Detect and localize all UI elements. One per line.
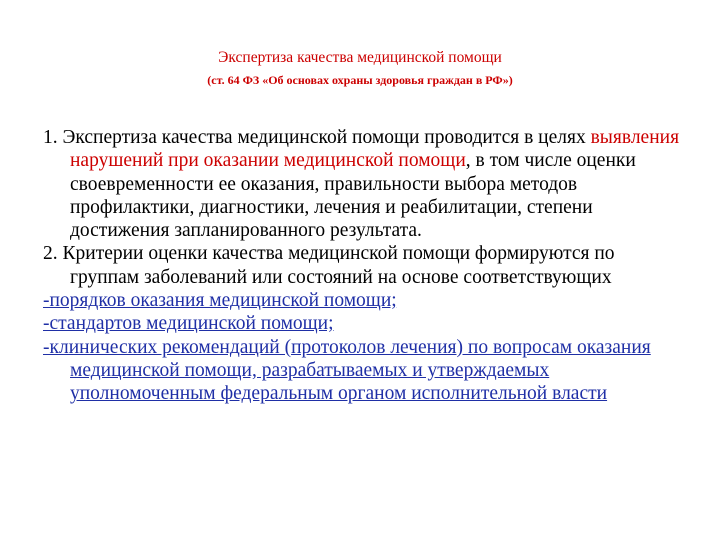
paragraph-1-text-end: , в том числе оценки своевременности ее оказания, правильности выбора методов профилактики, диагностики, лечения и реабилитации, степени достижения запланированного результата. <box>70 150 636 242</box>
slide-body <box>43 126 683 406</box>
paragraph-1 <box>43 126 683 242</box>
slide-title: Экспертиза качества медицинской помощи <box>218 49 502 66</box>
highlighted-phrase: выявления нарушений при оказании медицинской помощи <box>70 127 680 172</box>
slide-subtitle: (ст. 64 ФЗ «Об основах охраны здоровья граждан в РФ») <box>207 73 513 87</box>
list-item[interactable]: -клинических рекомендаций (протоколов лечения) по вопросам оказания медицинской помощи, разрабатываемых и утверждаемых уполномоченным федеральным органом исполнительной власти <box>43 336 651 405</box>
paragraph-1-text-start: 1. Экспертиза качества медицинской помощи проводится в целях <box>43 127 591 148</box>
paragraph-2: 2. Критерии оценки качества медицинской помощи формируются по группам заболеваний или состояний на основе соответствующих <box>43 243 615 288</box>
list-item[interactable]: -стандартов медицинской помощи; <box>43 313 334 335</box>
list-item[interactable]: -порядков оказания медицинской помощи; <box>43 290 397 312</box>
